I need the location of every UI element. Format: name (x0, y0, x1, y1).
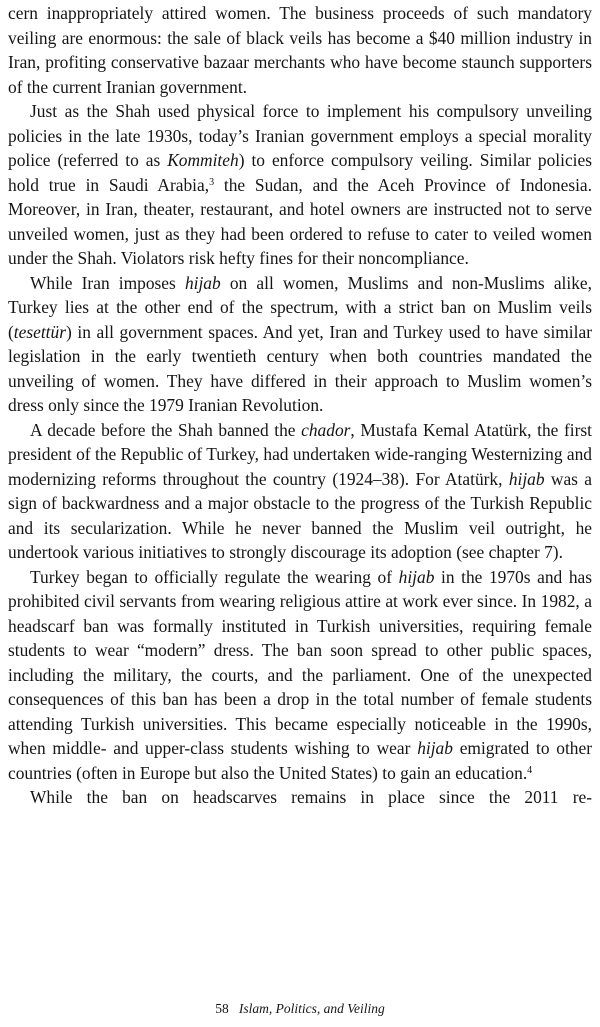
text-run: , Mustafa Kemal Atatürk, the first president of the Republic of Turkey, had undertaken wide-ranging Westernizing and modernizing reforms throughout the country (1924–38). For Atatürk, (8, 419, 592, 489)
text-run: ) to enforce compulsory veiling. Similar policies hold true in Saudi Arabia, (8, 150, 592, 195)
paragraph (8, 271, 592, 418)
text-run: Just as the Shah used physical force to implement his compulsory unveiling policies in the late 1930s, today’s Iranian government employs a special morality police (referred to as (8, 101, 592, 170)
italic-term: Kommiteh (167, 150, 239, 170)
text-run: cern inappropriately attired women. The business proceeds of such mandatory veiling are enormous: the sale of black veils has become a $40 million industry in Iran, profiting conservative bazaar merchants who have become staunch supporters of the current Iranian government. (8, 3, 592, 97)
footnote-ref: 3 (209, 176, 215, 188)
page-footer (0, 1001, 600, 1017)
paragraph (8, 99, 592, 271)
paragraph (8, 1, 592, 99)
text-run: While the ban on headscarves remains in place since the 2011 re- (30, 787, 592, 807)
paragraph (8, 785, 592, 810)
footnote-ref: 4 (527, 764, 533, 776)
text-run: Turkey began to officially regulate the wearing of (30, 566, 399, 587)
paragraph (8, 565, 592, 786)
body-text (8, 1, 592, 810)
italic-term: hijab (184, 272, 221, 293)
paragraph (8, 418, 592, 565)
italic-term: hijab (417, 738, 453, 758)
footer-spacer (232, 1001, 235, 1016)
italic-term: hijab (398, 566, 435, 587)
page-number: 58 (215, 1001, 229, 1016)
text-run: on all women, Muslims and non-Muslims alike, Turkey lies at the other end of the spectrum, with a strict ban on Muslim veils ( (8, 272, 592, 342)
text-run: ) in all government spaces. And yet, Iran and Turkey used to have similar legislation in the early twentieth century when both countries mandated the unveiling of women. They have differed in their approach to Muslim women’s dress only since the 1979 Iranian Revolution. (8, 321, 592, 415)
text-run: emigrated to other countries (often in Europe but also the United States) to gain an education. (8, 738, 592, 783)
text-run: A decade before the Shah banned the (30, 419, 302, 440)
italic-term: tesettür (13, 321, 66, 342)
text-run: was a sign of backwardness and a major obstacle to the progress of the Turkish Republic and its secularization. While he never banned the Muslim veil outright, he undertook various initiatives to strongly discourage its adoption (see chapter 7). (8, 468, 592, 562)
italic-term: chador (301, 419, 351, 440)
text-run: the Sudan, and the Aceh Province of Indonesia. Moreover, in Iran, theater, restaurant, and hotel owners are instructed not to serve unveiled women, just as they had been ordered to refuse to cater to veiled women under the Shah. Violators risk hefty fines for their noncompliance. (8, 174, 592, 268)
text-run: in the 1970s and has prohibited civil servants from wearing religious attire at work ever since. In 1982, a headscarf ban was formally instituted in Turkish universities, requiring female students to wear “modern” dress. The ban soon spread to other public spaces, including the military, the courts, and the parliament. One of the unexpected consequences of this ban has been a drop in the total number of female students attending Turkish universities. This became especially noticeable in the 1990s, when middle- and upper-class students wishing to wear (8, 566, 593, 758)
italic-term: hijab (508, 468, 545, 489)
running-title: Islam, Politics, and Veiling (238, 1001, 385, 1016)
text-run: While Iran imposes (30, 272, 185, 293)
